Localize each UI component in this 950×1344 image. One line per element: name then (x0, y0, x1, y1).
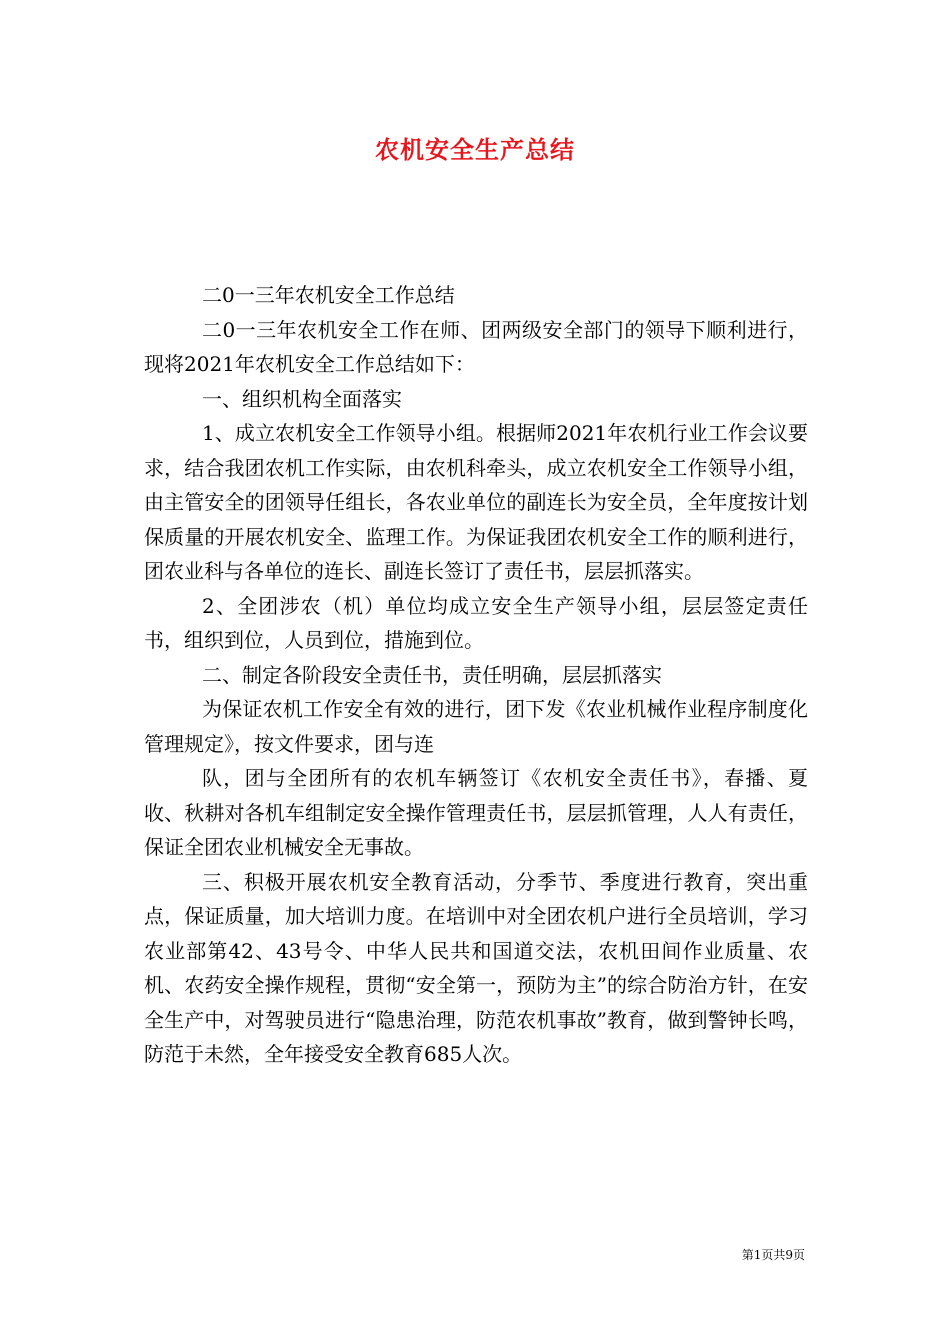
document-body (144, 278, 808, 1072)
document-title: 农机安全生产总结 (375, 135, 575, 164)
paragraph-section-2a: 为保证农机工作安全有效的进行，团下发《农业机械作业程序制度化管理规定》，按文件要求，团与连 (144, 697, 808, 756)
paragraph-intro: 二0一三年农机安全工作在师、团两级安全部门的领导下顺利进行，现将2021年农机安全工作总结如下： (144, 317, 808, 376)
paragraph-section-3: 三、积极开展农机安全教育活动，分季节、季度进行教育，突出重点，保证质量，加大培训力度。在培训中对全团农机户进行全员培训，学习农业部第42、43号令、中华人民共和国道交法，农机田间作业质量、农机、农药安全操作规程，贯彻“安全第一，预防为主”的综合防治方针，在安全生产中，对驾驶员进行“隐患治理，防范农机事故”教育，做到警钟长鸣，防范于未然，全年接受安全教育685人次。 (144, 869, 808, 1066)
section-heading-2: 二、制定各阶段安全责任书，责任明确，层层抓落实 (202, 662, 662, 687)
paragraph-item-1: 1、成立农机安全工作领导小组。根据师2021年农机行业工作会议要求，结合我团农机工作实际，由农机科牵头，成立农机安全工作领导小组，由主管安全的团领导任组长，各农业单位的副连长为安全员，全年度按计划保质量的开展农机安全、监理工作。为保证我团农机安全工作的顺利进行，团农业科与各单位的连长、副连长签订了责任书，层层抓落实。 (144, 421, 808, 583)
paragraph-heading: 二0一三年农机安全工作总结 (202, 283, 455, 307)
section-heading-1: 一、组织机构全面落实 (202, 386, 402, 411)
paragraph-section-2b: 队，团与全团所有的农机车辆签订《农机安全责任书》，春播、夏收、秋耕对各机车组制定安全操作管理责任书，层层抓管理，人人有责任，保证全团农业机械安全无事故。 (144, 766, 808, 859)
page-number: 第1页共9页 (741, 1248, 805, 1262)
paragraph-item-2: 2、全团涉农（机）单位均成立安全生产领导小组，层层签定责任书，组织到位，人员到位，措施到位。 (144, 593, 808, 652)
